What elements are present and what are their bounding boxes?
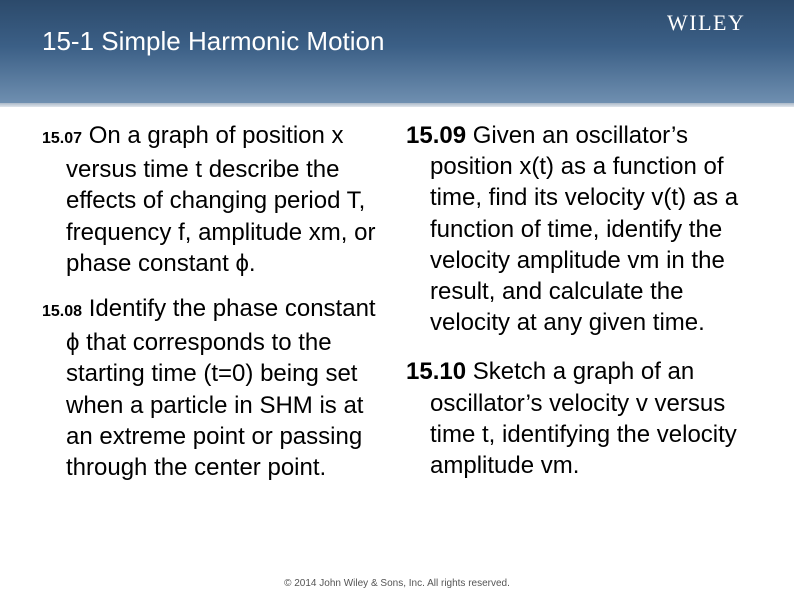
objective-number: 15.09 [406,122,467,149]
objective-15-07 [42,120,392,279]
objective-15-08 [42,293,392,483]
header-divider [0,103,794,107]
objective-15-09 [406,120,766,338]
objective-text: Given an oscillator’s position x(t) as a function of time, find its velocity v(t) as a function of time, identify the velocity amplitude vm in the result, and calculate the velocity at any given time. [430,122,739,337]
objective-text: Sketch a graph of an oscillator’s velocity v versus time t, identifying the velocity amplitude vm. [430,358,737,480]
objective-15-10 [406,356,766,481]
copyright-footer: © 2014 John Wiley & Sons, Inc. All rights reserved. [284,578,510,589]
objective-number: 15.08 [42,303,83,321]
right-column [406,120,766,481]
objective-text: On a graph of position x versus time t describe the effects of changing period T, frequency f, amplitude xm, or phase constant ϕ. [66,122,376,277]
slide-title: 15-1 Simple Harmonic Motion [42,26,385,56]
left-column [42,120,392,483]
objective-number: 15.10 [406,358,467,386]
wiley-logo: WILEY [667,10,746,35]
objective-number: 15.07 [42,130,83,147]
objective-text: Identify the phase constant ϕ that corresponds to the starting time (t=0) being set when a particle in SHM is at an extreme point or passing through the center point. [66,295,376,482]
